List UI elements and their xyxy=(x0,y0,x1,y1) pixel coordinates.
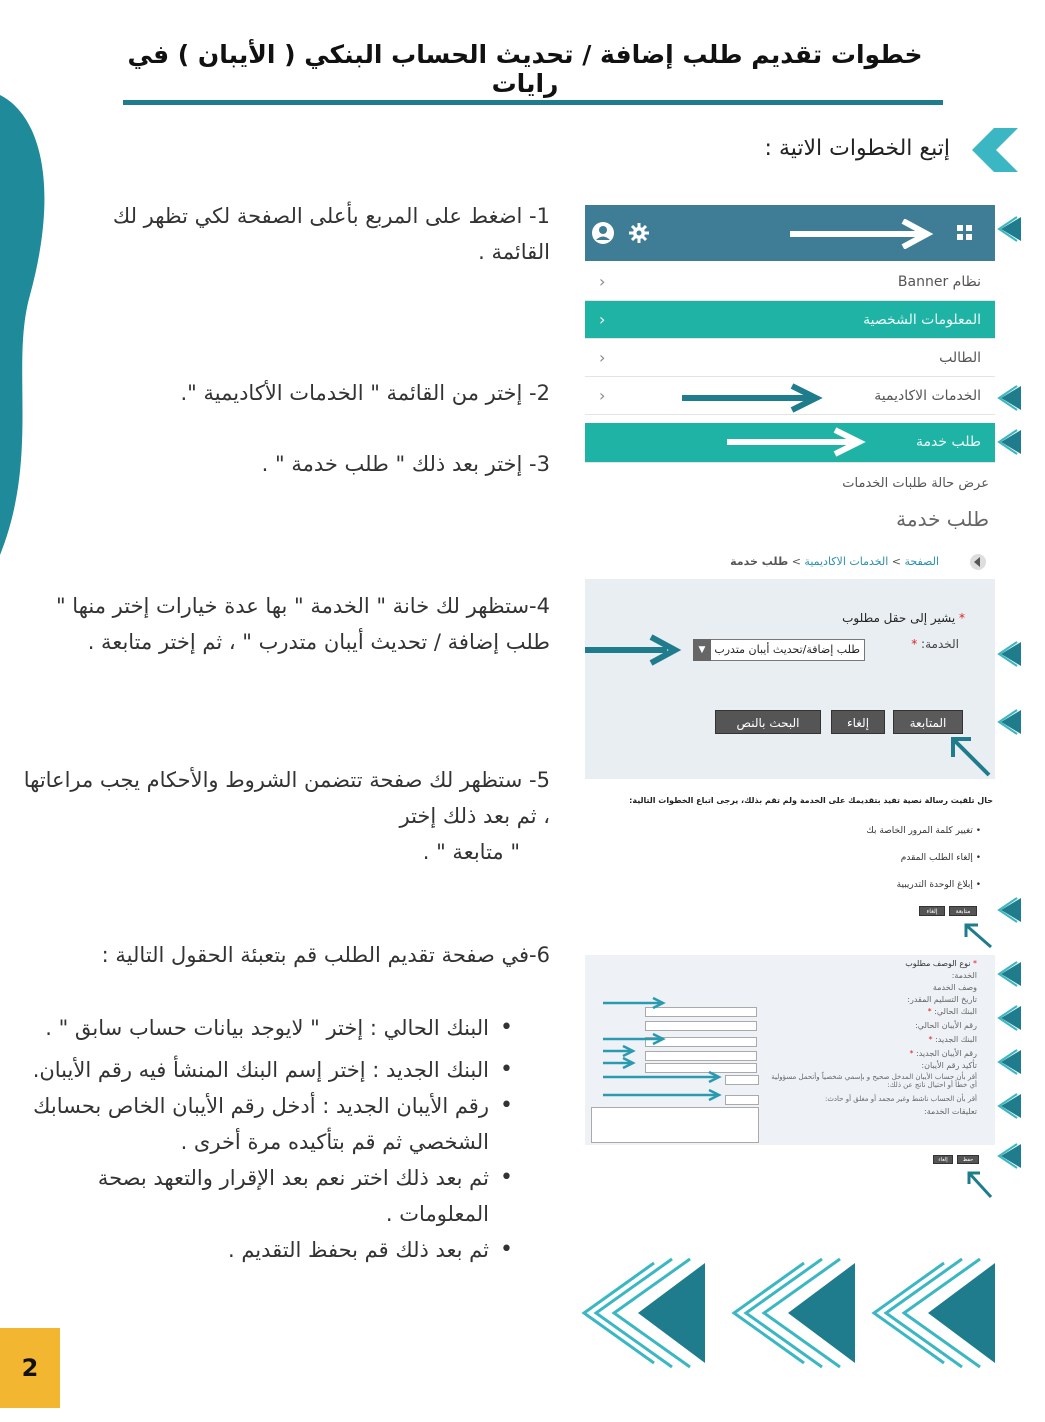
title-underline xyxy=(123,100,943,105)
menu-item-student[interactable]: الطالب ‹ xyxy=(585,339,995,377)
step-marker-icon xyxy=(995,428,1023,456)
required-note: * يشير إلى حقل مطلوب xyxy=(842,611,965,625)
breadcrumb-academic[interactable]: الخدمات الاكاديمية xyxy=(804,555,889,568)
step-1-text: 1- اضغط على المربع بأعلى الصفحة لكي تظهر لك القائمة . xyxy=(112,204,550,264)
form-label: تأكيد رقم الأيبان: xyxy=(921,1061,977,1070)
list-item: • البنك الجديد : إختر إسم البنك المنشأ فيه رقم الأيبان. xyxy=(5,1052,515,1088)
cancel-button[interactable]: إلغاء xyxy=(933,1155,953,1164)
step-2-text: 2- إختر من القائمة " الخدمات الأكاديمية ". xyxy=(180,381,550,405)
step-marker-icon xyxy=(995,640,1023,668)
comments-textarea[interactable] xyxy=(591,1107,759,1143)
step-6-text: 6-في صفحة تقديم الطلب قم بتعبئة الحقول التالية : xyxy=(101,943,550,967)
chevron-left-icon xyxy=(968,128,1020,172)
menu-item-banner[interactable]: نظام Banner ‹ xyxy=(585,263,995,301)
step-marker-icon xyxy=(995,960,1023,988)
grid-menu-icon[interactable] xyxy=(955,223,975,243)
step-marker-icon xyxy=(995,384,1023,412)
breadcrumb-home[interactable]: الصفحة xyxy=(904,555,939,568)
form-label: * نوع الوصف مطلوب xyxy=(905,959,977,968)
form-label: رقم الأيبان الحالي: xyxy=(915,1021,977,1030)
form-label: تعليقات الخدمة: xyxy=(924,1107,977,1116)
list-item: • رقم الأيبان الجديد : أدخل رقم الأيبان الخاص بحسابك الشخصي ثم قم بتأكيده مرة أخرى . xyxy=(5,1088,515,1160)
step-5-text: 5- ستظهر لك صفحة تتضمن الشروط والأحكام يجب مراعاتها ، ثم بعد ذلك إختر " متابعة " . xyxy=(23,768,550,864)
form-label: تاريخ التسليم المقدر: xyxy=(907,995,977,1004)
intro-text: إتبع الخطوات الاتية : xyxy=(764,136,950,161)
breadcrumb: الصفحة > الخدمات الاكاديمية > طلب خدمة xyxy=(730,555,939,568)
step-marker-icon xyxy=(995,1048,1023,1076)
terms-continue-button[interactable]: متابعة xyxy=(949,906,977,916)
terms-cancel-button[interactable]: إلغاء xyxy=(919,906,945,916)
step-marker-icon xyxy=(995,708,1023,736)
user-icon[interactable] xyxy=(591,221,615,245)
form-label: وصف الخدمة xyxy=(932,983,977,992)
terms-screenshot xyxy=(585,790,995,950)
step-6-bullets xyxy=(5,1010,515,1268)
breadcrumb-current: طلب خدمة xyxy=(730,555,789,568)
step-marker-icon xyxy=(995,1142,1023,1170)
menu-item-request-status[interactable]: عرض حالة طلبات الخدمات xyxy=(842,476,989,491)
terms-item: • تغيير كلمة المرور الخاصة بك xyxy=(866,826,981,836)
save-button[interactable]: حفظ xyxy=(957,1155,979,1164)
step-4-text: 4-ستظهر لك خانة " الخدمة " بها عدة خيارات إختر منها " طلب إضافة / تحديث أيبان متدرب " ، ثم إختر متابعة . xyxy=(55,594,550,654)
arrow-up-left-icon xyxy=(965,1169,995,1201)
arrow-up-left-icon xyxy=(947,733,995,780)
list-item: • ثم بعد ذلك اختر نعم بعد الإقرار والتعهد بصحة المعلومات . xyxy=(5,1160,515,1232)
form-heading: طلب خدمة xyxy=(896,507,989,531)
continue-button[interactable]: المتابعة xyxy=(893,710,963,734)
list-item: • ثم بعد ذلك قم بحفظ التقديم . xyxy=(5,1232,515,1268)
step-marker-icon xyxy=(995,1092,1023,1120)
page-number-badge: 2 xyxy=(0,1328,60,1408)
list-item: • البنك الحالي : إختر " لايوجد بيانات حساب سابق " . xyxy=(5,1010,515,1046)
form-label: أقر بأن الحساب ناشط وغير مجمد أو مغلق أو حادث: xyxy=(824,1095,977,1103)
form-label: البنك الحالي: * xyxy=(927,1007,977,1016)
page-title: خطوات تقديم طلب إضافة / تحديث الحساب البنكي ( الأيبان ) في رايات xyxy=(127,40,923,98)
menu-item-academic-services[interactable]: الخدمات الاكاديمية ‹ xyxy=(585,377,995,415)
arrow-right-icon xyxy=(680,383,830,413)
step-marker-icon xyxy=(995,896,1023,924)
arrow-up-left-icon xyxy=(961,920,995,950)
form-label: الخدمة: xyxy=(951,971,977,980)
decorative-blob xyxy=(0,95,52,555)
step-3-text: 3- إختر بعد ذلك " طلب خدمة " . xyxy=(261,452,550,476)
terms-item: • إلغاء الطلب المقدم xyxy=(900,853,981,863)
arrow-right-icon xyxy=(785,219,935,249)
search-button[interactable]: البحث بالنص xyxy=(715,710,821,734)
form-label: البنك الجديد: * xyxy=(928,1035,977,1044)
gear-icon[interactable] xyxy=(627,221,651,245)
terms-item: • إبلاغ الوحدة التدريبية xyxy=(896,880,981,890)
submit-form-screenshot xyxy=(585,955,995,1205)
back-arrow-icon[interactable] xyxy=(969,553,987,571)
decorative-triangles xyxy=(580,1255,1000,1370)
service-label: الخدمة: * xyxy=(911,637,959,651)
arrow-right-icon xyxy=(725,427,875,457)
service-select[interactable]: طلب إضافة/تحديث أيبان متدرب xyxy=(693,639,865,661)
chevron-down-icon[interactable]: ▼ xyxy=(693,639,711,661)
cancel-button[interactable]: إلغاء xyxy=(831,710,885,734)
terms-heading: حال تلقيت رسالة نصية تفيد بتقديمك على الخدمة ولم تقم بذلك، يرجى اتباع الخطوات التالية: xyxy=(629,796,993,805)
menu-screenshot xyxy=(585,205,995,505)
field-pointer-arrows xyxy=(585,995,765,1110)
form-label: أقر بأن حساب الأيبان المدخل صحيح و بإسمي شخصياً وأتحمل مسؤولية أي خطأ أو احتيال ناتج عن ذلك: xyxy=(771,1073,977,1089)
arrow-right-icon xyxy=(585,633,685,667)
menu-item-service-request[interactable]: طلب خدمة xyxy=(585,423,995,463)
step-marker-icon xyxy=(995,1004,1023,1032)
service-form-screenshot xyxy=(585,505,995,780)
menu-item-personal-info[interactable]: المعلومات الشخصية ‹ xyxy=(585,301,995,339)
form-label: رقم الأيبان الجديد: * xyxy=(909,1049,977,1058)
step-marker-icon xyxy=(995,215,1023,243)
form-panel xyxy=(585,579,995,779)
